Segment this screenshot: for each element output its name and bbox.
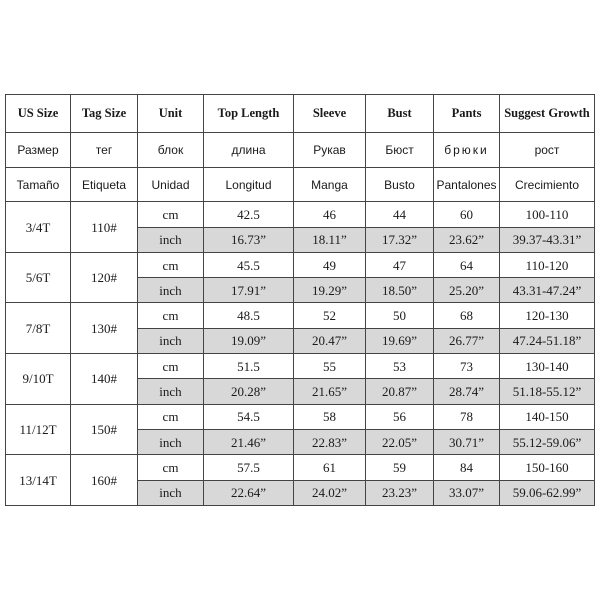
bust-cm-cell: 53 xyxy=(366,354,434,379)
us-size-cell: 5/6T xyxy=(6,252,71,303)
header-es-pants: Pantalones xyxy=(434,167,500,201)
sleeve-inch-cell: 18.11” xyxy=(294,227,366,252)
suggest-growth-cm-cell: 130-140 xyxy=(500,354,595,379)
sleeve-inch-cell: 21.65” xyxy=(294,379,366,404)
pants-cm-cell: 64 xyxy=(434,252,500,277)
pants-inch-cell: 30.71” xyxy=(434,429,500,454)
tag-size-cell: 140# xyxy=(71,354,138,405)
bust-cm-cell: 56 xyxy=(366,404,434,429)
sleeve-inch-cell: 22.83” xyxy=(294,429,366,454)
top-length-inch-cell: 19.09” xyxy=(204,328,294,353)
sleeve-cm-cell: 52 xyxy=(294,303,366,328)
pants-inch-cell: 28.74” xyxy=(434,379,500,404)
header-us-size: US Size xyxy=(6,95,71,133)
pants-cm-cell: 60 xyxy=(434,202,500,227)
header-es-tag: Etiqueta xyxy=(71,167,138,201)
top-length-cm-cell: 45.5 xyxy=(204,252,294,277)
bust-inch-cell: 17.32” xyxy=(366,227,434,252)
header-ru-bust: Бюст xyxy=(366,133,434,167)
unit-cell: inch xyxy=(138,278,204,303)
unit-cell: cm xyxy=(138,404,204,429)
bust-cm-cell: 47 xyxy=(366,252,434,277)
us-size-cell: 9/10T xyxy=(6,354,71,405)
suggest-growth-inch-cell: 51.18-55.12” xyxy=(500,379,595,404)
header-es-growth: Crecimiento xyxy=(500,167,595,201)
pants-cm-cell: 78 xyxy=(434,404,500,429)
header-unit: Unit xyxy=(138,95,204,133)
top-length-cm-cell: 48.5 xyxy=(204,303,294,328)
sleeve-cm-cell: 46 xyxy=(294,202,366,227)
size-row-cm xyxy=(6,303,595,328)
suggest-growth-inch-cell: 59.06-62.99” xyxy=(500,480,595,505)
us-size-cell: 7/8T xyxy=(6,303,71,354)
top-length-inch-cell: 20.28” xyxy=(204,379,294,404)
unit-cell: inch xyxy=(138,227,204,252)
header-suggest-growth: Suggest Growth xyxy=(500,95,595,133)
bust-cm-cell: 50 xyxy=(366,303,434,328)
header-es-length: Longitud xyxy=(204,167,294,201)
size-row-cm xyxy=(6,354,595,379)
size-row-cm xyxy=(6,404,595,429)
us-size-cell: 3/4T xyxy=(6,202,71,253)
header-bust: Bust xyxy=(366,95,434,133)
suggest-growth-inch-cell: 43.31-47.24” xyxy=(500,278,595,303)
header-ru-length: длина xyxy=(204,133,294,167)
us-size-cell: 13/14T xyxy=(6,455,71,506)
size-chart-table xyxy=(5,94,595,506)
suggest-growth-cm-cell: 150-160 xyxy=(500,455,595,480)
pants-inch-cell: 23.62” xyxy=(434,227,500,252)
bust-inch-cell: 18.50” xyxy=(366,278,434,303)
unit-cell: cm xyxy=(138,252,204,277)
header-top-length: Top Length xyxy=(204,95,294,133)
top-length-inch-cell: 17.91” xyxy=(204,278,294,303)
bust-inch-cell: 22.05” xyxy=(366,429,434,454)
unit-cell: inch xyxy=(138,480,204,505)
tag-size-cell: 120# xyxy=(71,252,138,303)
suggest-growth-cm-cell: 100-110 xyxy=(500,202,595,227)
tag-size-cell: 160# xyxy=(71,455,138,506)
unit-cell: inch xyxy=(138,429,204,454)
sleeve-cm-cell: 49 xyxy=(294,252,366,277)
pants-cm-cell: 84 xyxy=(434,455,500,480)
header-ru-tag: тег xyxy=(71,133,138,167)
sleeve-inch-cell: 19.29” xyxy=(294,278,366,303)
top-length-cm-cell: 57.5 xyxy=(204,455,294,480)
header-ru-sleeve: Рукав xyxy=(294,133,366,167)
suggest-growth-inch-cell: 47.24-51.18” xyxy=(500,328,595,353)
header-sleeve: Sleeve xyxy=(294,95,366,133)
tag-size-cell: 130# xyxy=(71,303,138,354)
sleeve-cm-cell: 58 xyxy=(294,404,366,429)
suggest-growth-inch-cell: 39.37-43.31” xyxy=(500,227,595,252)
suggest-growth-cm-cell: 140-150 xyxy=(500,404,595,429)
unit-cell: cm xyxy=(138,303,204,328)
header-row-russian xyxy=(6,133,595,167)
top-length-inch-cell: 16.73” xyxy=(204,227,294,252)
header-row-english xyxy=(6,95,595,133)
size-chart-body xyxy=(6,95,595,506)
us-size-cell: 11/12T xyxy=(6,404,71,455)
header-es-bust: Busto xyxy=(366,167,434,201)
bust-inch-cell: 20.87” xyxy=(366,379,434,404)
header-ru-size: Размер xyxy=(6,133,71,167)
bust-inch-cell: 19.69” xyxy=(366,328,434,353)
tag-size-cell: 150# xyxy=(71,404,138,455)
pants-inch-cell: 33.07” xyxy=(434,480,500,505)
pants-inch-cell: 26.77” xyxy=(434,328,500,353)
pants-cm-cell: 73 xyxy=(434,354,500,379)
header-es-size: Tamaño xyxy=(6,167,71,201)
bust-cm-cell: 44 xyxy=(366,202,434,227)
header-es-sleeve: Manga xyxy=(294,167,366,201)
sleeve-cm-cell: 55 xyxy=(294,354,366,379)
header-ru-unit: блок xyxy=(138,133,204,167)
pants-inch-cell: 25.20” xyxy=(434,278,500,303)
bust-cm-cell: 59 xyxy=(366,455,434,480)
suggest-growth-inch-cell: 55.12-59.06” xyxy=(500,429,595,454)
size-row-cm xyxy=(6,252,595,277)
bust-inch-cell: 23.23” xyxy=(366,480,434,505)
unit-cell: inch xyxy=(138,379,204,404)
header-pants: Pants xyxy=(434,95,500,133)
top-length-cm-cell: 42.5 xyxy=(204,202,294,227)
size-row-cm xyxy=(6,202,595,227)
size-row-cm xyxy=(6,455,595,480)
sleeve-cm-cell: 61 xyxy=(294,455,366,480)
unit-cell: cm xyxy=(138,202,204,227)
tag-size-cell: 110# xyxy=(71,202,138,253)
header-es-unit: Unidad xyxy=(138,167,204,201)
top-length-cm-cell: 51.5 xyxy=(204,354,294,379)
top-length-inch-cell: 21.46” xyxy=(204,429,294,454)
unit-cell: cm xyxy=(138,354,204,379)
sleeve-inch-cell: 24.02” xyxy=(294,480,366,505)
sleeve-inch-cell: 20.47” xyxy=(294,328,366,353)
top-length-inch-cell: 22.64” xyxy=(204,480,294,505)
header-ru-pants: брюки xyxy=(434,133,500,167)
header-row-spanish xyxy=(6,167,595,201)
suggest-growth-cm-cell: 120-130 xyxy=(500,303,595,328)
header-ru-growth: рост xyxy=(500,133,595,167)
pants-cm-cell: 68 xyxy=(434,303,500,328)
unit-cell: cm xyxy=(138,455,204,480)
unit-cell: inch xyxy=(138,328,204,353)
top-length-cm-cell: 54.5 xyxy=(204,404,294,429)
header-tag-size: Tag Size xyxy=(71,95,138,133)
suggest-growth-cm-cell: 110-120 xyxy=(500,252,595,277)
